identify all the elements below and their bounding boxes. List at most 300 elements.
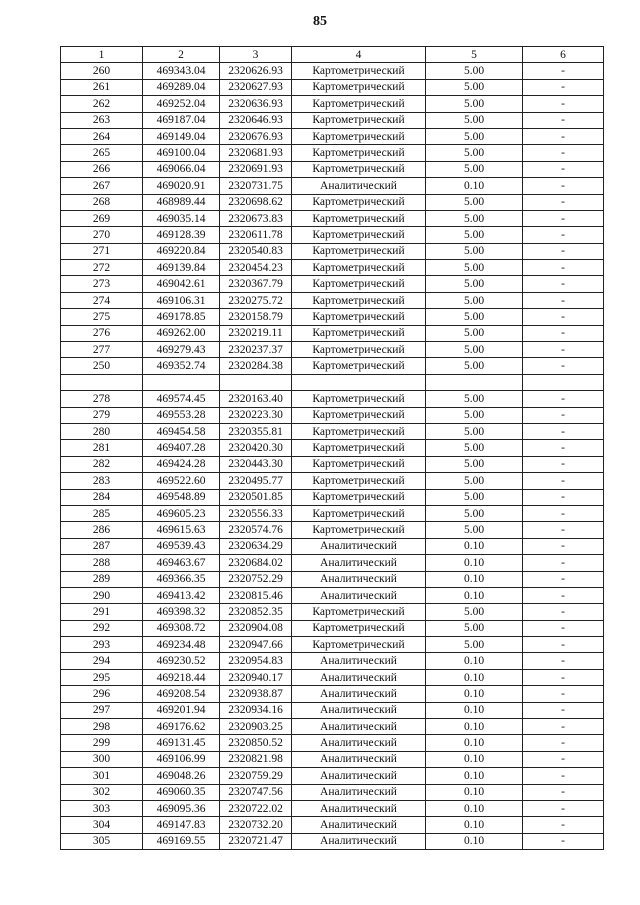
point-number-cell: 271 bbox=[61, 243, 143, 259]
method-cell: Картометрический bbox=[292, 227, 426, 243]
table-row bbox=[61, 587, 604, 603]
accuracy-cell: 0.10 bbox=[426, 686, 523, 702]
note-cell: - bbox=[523, 833, 604, 849]
x-coordinate-cell: 469131.45 bbox=[143, 735, 220, 751]
note-cell: - bbox=[523, 604, 604, 620]
method-cell: Картометрический bbox=[292, 79, 426, 95]
x-coordinate-cell: 469176.62 bbox=[143, 719, 220, 735]
accuracy-cell: 5.00 bbox=[426, 620, 523, 636]
point-number-cell: 298 bbox=[61, 719, 143, 735]
y-coordinate-cell: 2320574.76 bbox=[220, 522, 292, 538]
note-cell: - bbox=[523, 128, 604, 144]
method-cell: Аналитический bbox=[292, 735, 426, 751]
y-coordinate-cell: 2320821.98 bbox=[220, 751, 292, 767]
point-number-cell: 272 bbox=[61, 260, 143, 276]
y-coordinate-cell: 2320721.47 bbox=[220, 833, 292, 849]
point-number-cell: 284 bbox=[61, 489, 143, 505]
method-cell: Картометрический bbox=[292, 260, 426, 276]
accuracy-cell: 5.00 bbox=[426, 456, 523, 472]
y-coordinate-cell: 2320722.02 bbox=[220, 800, 292, 816]
accuracy-cell: 0.10 bbox=[426, 702, 523, 718]
table-row bbox=[61, 784, 604, 800]
point-number-cell: 281 bbox=[61, 440, 143, 456]
method-cell: Аналитический bbox=[292, 538, 426, 554]
point-number-cell: 277 bbox=[61, 342, 143, 358]
note-cell: - bbox=[523, 440, 604, 456]
note-cell: - bbox=[523, 423, 604, 439]
y-coordinate-cell: 2320752.29 bbox=[220, 571, 292, 587]
table-row bbox=[61, 128, 604, 144]
table-row bbox=[61, 800, 604, 816]
y-coordinate-cell: 2320691.93 bbox=[220, 161, 292, 177]
x-coordinate-cell: 469553.28 bbox=[143, 407, 220, 423]
y-coordinate-cell: 2320611.78 bbox=[220, 227, 292, 243]
x-coordinate-cell: 469060.35 bbox=[143, 784, 220, 800]
table-row bbox=[61, 571, 604, 587]
y-coordinate-cell: 2320684.02 bbox=[220, 555, 292, 571]
point-number-cell: 283 bbox=[61, 473, 143, 489]
point-number-cell: 303 bbox=[61, 800, 143, 816]
x-coordinate-cell: 469522.60 bbox=[143, 473, 220, 489]
table-row bbox=[61, 112, 604, 128]
y-coordinate-cell: 2320443.30 bbox=[220, 456, 292, 472]
note-cell: - bbox=[523, 702, 604, 718]
note-cell bbox=[523, 374, 604, 390]
column-header-5: 5 bbox=[426, 47, 523, 63]
accuracy-cell: 5.00 bbox=[426, 489, 523, 505]
table-row bbox=[61, 407, 604, 423]
point-number-cell: 264 bbox=[61, 128, 143, 144]
method-cell: Картометрический bbox=[292, 128, 426, 144]
table-row bbox=[61, 325, 604, 341]
note-cell: - bbox=[523, 587, 604, 603]
y-coordinate-cell: 2320731.75 bbox=[220, 178, 292, 194]
table-row bbox=[61, 719, 604, 735]
point-number-cell: 261 bbox=[61, 79, 143, 95]
accuracy-cell: 5.00 bbox=[426, 522, 523, 538]
note-cell: - bbox=[523, 817, 604, 833]
note-cell: - bbox=[523, 456, 604, 472]
table-row bbox=[61, 686, 604, 702]
x-coordinate-cell: 469615.63 bbox=[143, 522, 220, 538]
y-coordinate-cell: 2320903.25 bbox=[220, 719, 292, 735]
y-coordinate-cell: 2320732.20 bbox=[220, 817, 292, 833]
method-cell: Картометрический bbox=[292, 342, 426, 358]
table-row bbox=[61, 653, 604, 669]
x-coordinate-cell bbox=[143, 374, 220, 390]
table-row bbox=[61, 768, 604, 784]
accuracy-cell: 0.10 bbox=[426, 178, 523, 194]
x-coordinate-cell: 469048.26 bbox=[143, 768, 220, 784]
accuracy-cell: 5.00 bbox=[426, 243, 523, 259]
point-number-cell: 290 bbox=[61, 587, 143, 603]
x-coordinate-cell: 469366.35 bbox=[143, 571, 220, 587]
table-row bbox=[61, 276, 604, 292]
accuracy-cell: 5.00 bbox=[426, 128, 523, 144]
table-row bbox=[61, 604, 604, 620]
x-coordinate-cell: 469147.83 bbox=[143, 817, 220, 833]
page-number: 85 bbox=[313, 14, 327, 29]
x-coordinate-cell: 469042.61 bbox=[143, 276, 220, 292]
point-number-cell: 278 bbox=[61, 391, 143, 407]
x-coordinate-cell: 469187.04 bbox=[143, 112, 220, 128]
accuracy-cell: 5.00 bbox=[426, 161, 523, 177]
point-number-cell: 274 bbox=[61, 292, 143, 308]
table-row bbox=[61, 833, 604, 849]
point-number-cell: 263 bbox=[61, 112, 143, 128]
method-cell: Картометрический bbox=[292, 194, 426, 210]
method-cell: Картометрический bbox=[292, 620, 426, 636]
accuracy-cell: 0.10 bbox=[426, 751, 523, 767]
note-cell: - bbox=[523, 260, 604, 276]
x-coordinate-cell: 469463.67 bbox=[143, 555, 220, 571]
x-coordinate-cell: 469100.04 bbox=[143, 145, 220, 161]
note-cell: - bbox=[523, 145, 604, 161]
y-coordinate-cell bbox=[220, 374, 292, 390]
table-row bbox=[61, 63, 604, 79]
note-cell: - bbox=[523, 210, 604, 226]
x-coordinate-cell: 469020.91 bbox=[143, 178, 220, 194]
table-row bbox=[61, 292, 604, 308]
header-row bbox=[61, 47, 604, 63]
x-coordinate-cell: 469454.58 bbox=[143, 423, 220, 439]
y-coordinate-cell: 2320681.93 bbox=[220, 145, 292, 161]
y-coordinate-cell: 2320938.87 bbox=[220, 686, 292, 702]
accuracy-cell: 5.00 bbox=[426, 391, 523, 407]
note-cell: - bbox=[523, 555, 604, 571]
note-cell: - bbox=[523, 292, 604, 308]
point-number-cell: 302 bbox=[61, 784, 143, 800]
y-coordinate-cell: 2320698.62 bbox=[220, 194, 292, 210]
column-header-4: 4 bbox=[292, 47, 426, 63]
note-cell: - bbox=[523, 161, 604, 177]
point-number-cell: 268 bbox=[61, 194, 143, 210]
x-coordinate-cell: 468989.44 bbox=[143, 194, 220, 210]
method-cell: Аналитический bbox=[292, 571, 426, 587]
point-number-cell: 289 bbox=[61, 571, 143, 587]
accuracy-cell: 5.00 bbox=[426, 96, 523, 112]
note-cell: - bbox=[523, 407, 604, 423]
y-coordinate-cell: 2320355.81 bbox=[220, 423, 292, 439]
accuracy-cell: 5.00 bbox=[426, 276, 523, 292]
note-cell: - bbox=[523, 243, 604, 259]
note-cell: - bbox=[523, 391, 604, 407]
y-coordinate-cell: 2320420.30 bbox=[220, 440, 292, 456]
point-number-cell: 270 bbox=[61, 227, 143, 243]
accuracy-cell: 5.00 bbox=[426, 112, 523, 128]
method-cell: Аналитический bbox=[292, 555, 426, 571]
x-coordinate-cell: 469066.04 bbox=[143, 161, 220, 177]
y-coordinate-cell: 2320947.66 bbox=[220, 637, 292, 653]
accuracy-cell: 0.10 bbox=[426, 719, 523, 735]
accuracy-cell: 5.00 bbox=[426, 505, 523, 521]
y-coordinate-cell: 2320158.79 bbox=[220, 309, 292, 325]
y-coordinate-cell: 2320634.29 bbox=[220, 538, 292, 554]
accuracy-cell: 0.10 bbox=[426, 538, 523, 554]
method-cell: Аналитический bbox=[292, 669, 426, 685]
y-coordinate-cell: 2320454.23 bbox=[220, 260, 292, 276]
point-number-cell: 262 bbox=[61, 96, 143, 112]
table-row bbox=[61, 669, 604, 685]
point-number-cell: 275 bbox=[61, 309, 143, 325]
note-cell: - bbox=[523, 538, 604, 554]
method-cell: Картометрический bbox=[292, 407, 426, 423]
x-coordinate-cell: 469178.85 bbox=[143, 309, 220, 325]
method-cell: Картометрический bbox=[292, 145, 426, 161]
method-cell: Картометрический bbox=[292, 637, 426, 653]
accuracy-cell: 5.00 bbox=[426, 194, 523, 210]
y-coordinate-cell: 2320163.40 bbox=[220, 391, 292, 407]
point-number-cell: 296 bbox=[61, 686, 143, 702]
table-row bbox=[61, 227, 604, 243]
table-row bbox=[61, 456, 604, 472]
x-coordinate-cell: 469220.84 bbox=[143, 243, 220, 259]
x-coordinate-cell: 469398.32 bbox=[143, 604, 220, 620]
x-coordinate-cell: 469230.52 bbox=[143, 653, 220, 669]
method-cell: Аналитический bbox=[292, 178, 426, 194]
method-cell: Картометрический bbox=[292, 440, 426, 456]
column-header-3: 3 bbox=[220, 47, 292, 63]
table-row bbox=[61, 243, 604, 259]
x-coordinate-cell: 469289.04 bbox=[143, 79, 220, 95]
x-coordinate-cell: 469035.14 bbox=[143, 210, 220, 226]
y-coordinate-cell: 2320759.29 bbox=[220, 768, 292, 784]
point-number-cell: 301 bbox=[61, 768, 143, 784]
y-coordinate-cell: 2320219.11 bbox=[220, 325, 292, 341]
x-coordinate-cell: 469139.84 bbox=[143, 260, 220, 276]
method-cell: Картометрический bbox=[292, 473, 426, 489]
y-coordinate-cell: 2320284.38 bbox=[220, 358, 292, 374]
table-row bbox=[61, 79, 604, 95]
note-cell: - bbox=[523, 96, 604, 112]
x-coordinate-cell: 469208.54 bbox=[143, 686, 220, 702]
method-cell: Картометрический bbox=[292, 604, 426, 620]
method-cell: Картометрический bbox=[292, 210, 426, 226]
y-coordinate-cell: 2320850.52 bbox=[220, 735, 292, 751]
method-cell: Картометрический bbox=[292, 325, 426, 341]
x-coordinate-cell: 469574.45 bbox=[143, 391, 220, 407]
x-coordinate-cell: 469169.55 bbox=[143, 833, 220, 849]
y-coordinate-cell: 2320676.93 bbox=[220, 128, 292, 144]
method-cell: Картометрический bbox=[292, 309, 426, 325]
method-cell: Картометрический bbox=[292, 358, 426, 374]
y-coordinate-cell: 2320495.77 bbox=[220, 473, 292, 489]
column-header-1: 1 bbox=[61, 47, 143, 63]
accuracy-cell: 0.10 bbox=[426, 817, 523, 833]
point-number-cell: 292 bbox=[61, 620, 143, 636]
method-cell: Аналитический bbox=[292, 817, 426, 833]
table-row bbox=[61, 194, 604, 210]
table-row bbox=[61, 374, 604, 390]
note-cell: - bbox=[523, 637, 604, 653]
x-coordinate-cell: 469106.99 bbox=[143, 751, 220, 767]
note-cell: - bbox=[523, 489, 604, 505]
point-number-cell: 294 bbox=[61, 653, 143, 669]
point-number-cell: 260 bbox=[61, 63, 143, 79]
point-number-cell: 293 bbox=[61, 637, 143, 653]
point-number-cell: 282 bbox=[61, 456, 143, 472]
accuracy-cell: 0.10 bbox=[426, 833, 523, 849]
note-cell: - bbox=[523, 719, 604, 735]
accuracy-cell: 5.00 bbox=[426, 210, 523, 226]
note-cell: - bbox=[523, 227, 604, 243]
accuracy-cell: 0.10 bbox=[426, 669, 523, 685]
table-row bbox=[61, 489, 604, 505]
note-cell: - bbox=[523, 79, 604, 95]
x-coordinate-cell: 469218.44 bbox=[143, 669, 220, 685]
method-cell: Аналитический bbox=[292, 751, 426, 767]
point-number-cell: 266 bbox=[61, 161, 143, 177]
y-coordinate-cell: 2320673.83 bbox=[220, 210, 292, 226]
x-coordinate-cell: 469605.23 bbox=[143, 505, 220, 521]
point-number-cell: 304 bbox=[61, 817, 143, 833]
y-coordinate-cell: 2320954.83 bbox=[220, 653, 292, 669]
table-row bbox=[61, 423, 604, 439]
note-cell: - bbox=[523, 63, 604, 79]
method-cell: Картометрический bbox=[292, 63, 426, 79]
method-cell: Аналитический bbox=[292, 587, 426, 603]
table-row bbox=[61, 161, 604, 177]
point-number-cell: 279 bbox=[61, 407, 143, 423]
table-row bbox=[61, 358, 604, 374]
accuracy-cell: 5.00 bbox=[426, 604, 523, 620]
table-row bbox=[61, 620, 604, 636]
column-header-6: 6 bbox=[523, 47, 604, 63]
method-cell: Картометрический bbox=[292, 161, 426, 177]
point-number-cell: 267 bbox=[61, 178, 143, 194]
accuracy-cell: 5.00 bbox=[426, 342, 523, 358]
y-coordinate-cell: 2320747.56 bbox=[220, 784, 292, 800]
y-coordinate-cell: 2320556.33 bbox=[220, 505, 292, 521]
note-cell: - bbox=[523, 342, 604, 358]
y-coordinate-cell: 2320636.93 bbox=[220, 96, 292, 112]
point-number-cell: 250 bbox=[61, 358, 143, 374]
point-number-cell: 305 bbox=[61, 833, 143, 849]
method-cell: Картометрический bbox=[292, 243, 426, 259]
x-coordinate-cell: 469095.36 bbox=[143, 800, 220, 816]
y-coordinate-cell: 2320367.79 bbox=[220, 276, 292, 292]
method-cell: Аналитический bbox=[292, 686, 426, 702]
x-coordinate-cell: 469352.74 bbox=[143, 358, 220, 374]
method-cell: Аналитический bbox=[292, 653, 426, 669]
y-coordinate-cell: 2320852.35 bbox=[220, 604, 292, 620]
accuracy-cell: 5.00 bbox=[426, 440, 523, 456]
point-number-cell: 295 bbox=[61, 669, 143, 685]
x-coordinate-cell: 469252.04 bbox=[143, 96, 220, 112]
x-coordinate-cell: 469201.94 bbox=[143, 702, 220, 718]
table-row bbox=[61, 735, 604, 751]
table-row bbox=[61, 702, 604, 718]
accuracy-cell: 5.00 bbox=[426, 292, 523, 308]
table-row bbox=[61, 751, 604, 767]
point-number-cell: 300 bbox=[61, 751, 143, 767]
accuracy-cell: 0.10 bbox=[426, 587, 523, 603]
x-coordinate-cell: 469149.04 bbox=[143, 128, 220, 144]
accuracy-cell: 0.10 bbox=[426, 555, 523, 571]
note-cell: - bbox=[523, 669, 604, 685]
x-coordinate-cell: 469424.28 bbox=[143, 456, 220, 472]
method-cell: Аналитический bbox=[292, 719, 426, 735]
table-row bbox=[61, 178, 604, 194]
point-number-cell: 273 bbox=[61, 276, 143, 292]
method-cell: Картометрический bbox=[292, 505, 426, 521]
note-cell: - bbox=[523, 751, 604, 767]
accuracy-cell: 0.10 bbox=[426, 653, 523, 669]
point-number-cell: 286 bbox=[61, 522, 143, 538]
note-cell: - bbox=[523, 276, 604, 292]
accuracy-cell: 0.10 bbox=[426, 800, 523, 816]
y-coordinate-cell: 2320627.93 bbox=[220, 79, 292, 95]
note-cell: - bbox=[523, 325, 604, 341]
table-row bbox=[61, 505, 604, 521]
accuracy-cell: 0.10 bbox=[426, 735, 523, 751]
x-coordinate-cell: 469548.89 bbox=[143, 489, 220, 505]
method-cell: Картометрический bbox=[292, 522, 426, 538]
method-cell: Картометрический bbox=[292, 423, 426, 439]
table-row bbox=[61, 260, 604, 276]
accuracy-cell: 5.00 bbox=[426, 423, 523, 439]
y-coordinate-cell: 2320626.93 bbox=[220, 63, 292, 79]
note-cell: - bbox=[523, 505, 604, 521]
table-row bbox=[61, 538, 604, 554]
accuracy-cell: 5.00 bbox=[426, 145, 523, 161]
table-row bbox=[61, 96, 604, 112]
note-cell: - bbox=[523, 473, 604, 489]
x-coordinate-cell: 469407.28 bbox=[143, 440, 220, 456]
table-row bbox=[61, 309, 604, 325]
x-coordinate-cell: 469413.42 bbox=[143, 587, 220, 603]
method-cell: Картометрический bbox=[292, 276, 426, 292]
y-coordinate-cell: 2320815.46 bbox=[220, 587, 292, 603]
accuracy-cell: 5.00 bbox=[426, 260, 523, 276]
note-cell: - bbox=[523, 620, 604, 636]
point-number-cell: 297 bbox=[61, 702, 143, 718]
method-cell: Картометрический bbox=[292, 112, 426, 128]
method-cell: Аналитический bbox=[292, 768, 426, 784]
note-cell: - bbox=[523, 571, 604, 587]
note-cell: - bbox=[523, 735, 604, 751]
accuracy-cell: 5.00 bbox=[426, 358, 523, 374]
note-cell: - bbox=[523, 112, 604, 128]
note-cell: - bbox=[523, 358, 604, 374]
method-cell: Картометрический bbox=[292, 489, 426, 505]
method-cell: Аналитический bbox=[292, 784, 426, 800]
x-coordinate-cell: 469343.04 bbox=[143, 63, 220, 79]
point-number-cell: 265 bbox=[61, 145, 143, 161]
point-number-cell bbox=[61, 374, 143, 390]
table-row bbox=[61, 342, 604, 358]
note-cell: - bbox=[523, 194, 604, 210]
table-row bbox=[61, 473, 604, 489]
y-coordinate-cell: 2320237.37 bbox=[220, 342, 292, 358]
table-row bbox=[61, 145, 604, 161]
accuracy-cell: 5.00 bbox=[426, 309, 523, 325]
accuracy-cell: 5.00 bbox=[426, 227, 523, 243]
y-coordinate-cell: 2320275.72 bbox=[220, 292, 292, 308]
table-row bbox=[61, 637, 604, 653]
point-number-cell: 280 bbox=[61, 423, 143, 439]
note-cell: - bbox=[523, 784, 604, 800]
y-coordinate-cell: 2320940.17 bbox=[220, 669, 292, 685]
note-cell: - bbox=[523, 522, 604, 538]
point-number-cell: 288 bbox=[61, 555, 143, 571]
y-coordinate-cell: 2320646.93 bbox=[220, 112, 292, 128]
x-coordinate-cell: 469128.39 bbox=[143, 227, 220, 243]
point-number-cell: 287 bbox=[61, 538, 143, 554]
method-cell: Аналитический bbox=[292, 800, 426, 816]
point-number-cell: 291 bbox=[61, 604, 143, 620]
accuracy-cell: 5.00 bbox=[426, 325, 523, 341]
